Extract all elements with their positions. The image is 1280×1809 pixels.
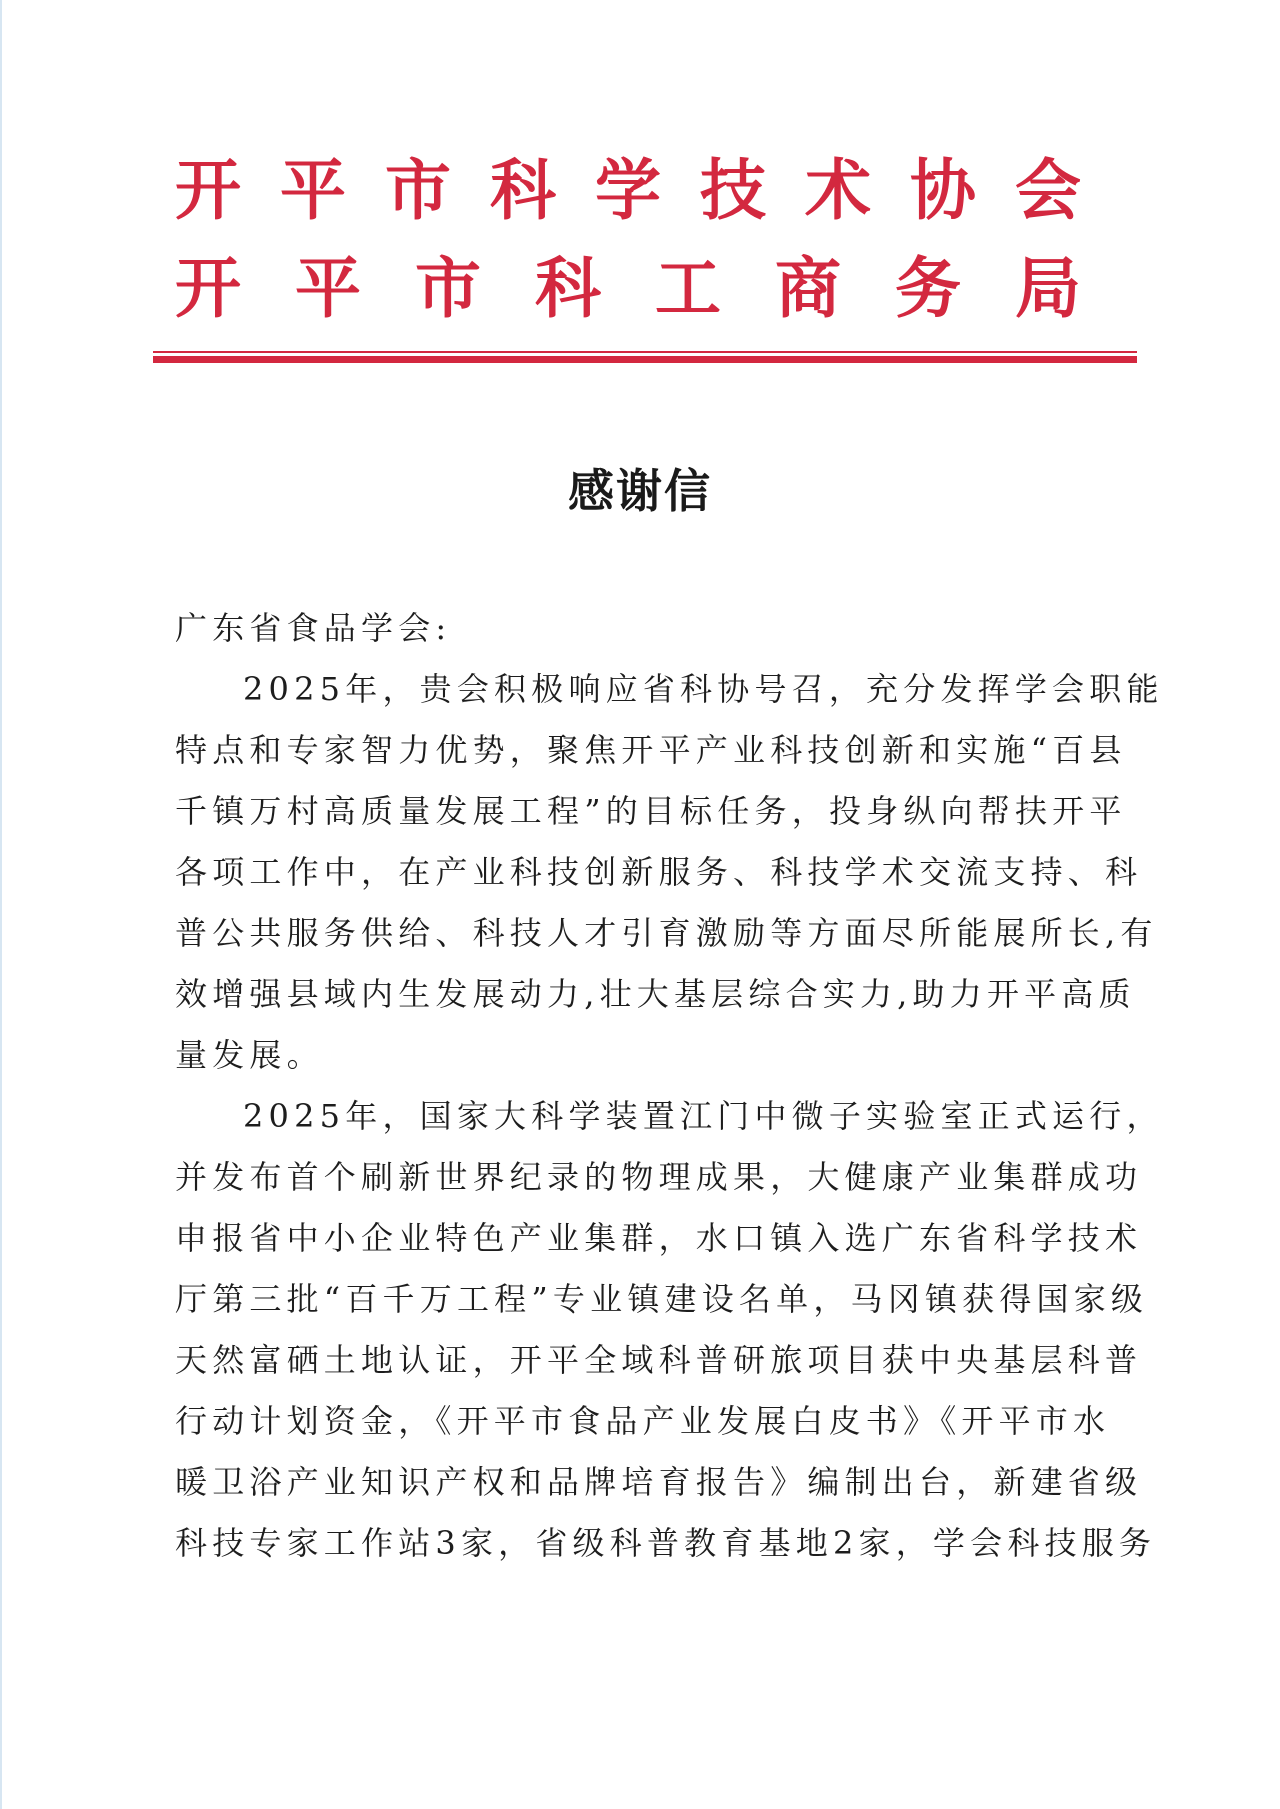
letterhead-char: 平 (280, 151, 346, 229)
letterhead-char: 学 (595, 151, 661, 229)
letterhead-divider-thin (153, 351, 1137, 353)
letterhead-char: 平 (295, 249, 361, 327)
letterhead-char: 务 (895, 249, 961, 327)
letterhead-char: 市 (415, 249, 481, 327)
letterhead-divider-thick (153, 356, 1137, 363)
letterhead-char: 开 (175, 249, 241, 327)
letter-body (175, 598, 1164, 1574)
paragraph-line: 暖卫浴产业知识产权和品牌培育报告》编制出台，新建省级 (175, 1463, 1143, 1501)
paragraph-line: 科技专家工作站3家，省级科普教育基地2家，学会科技服务 (175, 1524, 1157, 1562)
paragraph-line: 申报省中小企业特色产业集群，水口镇入选广东省科学技术 (175, 1219, 1143, 1257)
paragraph-line: 各项工作中，在产业科技创新服务、科技学术交流支持、科 (175, 853, 1143, 891)
letterhead-char: 商 (775, 249, 841, 327)
letterhead-char: 技 (700, 151, 766, 229)
paragraph-line: 量发展。 (175, 1036, 324, 1074)
paragraph-line: 普公共服务供给、科技人才引育激励等方面尽所能展所长,有 (175, 914, 1158, 952)
salutation: 广东省食品学会: (175, 609, 452, 647)
letterhead-char: 科 (535, 249, 601, 327)
paragraph-1 (175, 659, 1164, 1086)
letter-title: 感谢信 (568, 464, 712, 518)
letterhead-char: 市 (385, 151, 451, 229)
letterhead-org-kaiping-sci-tech-association (168, 150, 1088, 230)
paragraph-line: 2025年，贵会积极响应省科协号召，充分发挥学会职能 (243, 670, 1164, 708)
letterhead-char: 科 (490, 151, 556, 229)
letterhead-char: 开 (175, 151, 241, 229)
paragraph-line: 特点和专家智力优势，聚焦开平产业科技创新和实施“百县 (175, 731, 1127, 769)
letterhead-char: 术 (805, 151, 871, 229)
letterhead-char: 局 (1015, 249, 1081, 327)
paragraph-line: 效增强县域内生发展动力,壮大基层综合实力,助力开平高质 (175, 975, 1136, 1013)
letterhead-org-kaiping-industry-commerce-bureau (168, 248, 1088, 328)
paragraph-line: 行动计划资金，《开平市食品产业发展白皮书》《开平市水 (175, 1402, 1111, 1440)
paragraph-line: 千镇万村高质量发展工程”的目标任务，投身纵向帮扶开平 (175, 792, 1127, 830)
letterhead-char: 工 (655, 249, 721, 327)
paragraph-2 (175, 1086, 1164, 1574)
paragraph-line: 厅第三批“百千万工程”专业镇建设名单，马冈镇获得国家级 (175, 1280, 1149, 1318)
letterhead-char: 协 (910, 151, 976, 229)
paragraph-line: 天然富硒土地认证，开平全域科普研旅项目获中央基层科普 (175, 1341, 1143, 1379)
page-edge (0, 0, 2, 1809)
letterhead-char: 会 (1015, 151, 1081, 229)
paragraph-line: 2025年，国家大科学装置江门中微子实验室正式运行， (243, 1097, 1164, 1135)
paragraph-line: 并发布首个刷新世界纪录的物理成果，大健康产业集群成功 (175, 1158, 1143, 1196)
